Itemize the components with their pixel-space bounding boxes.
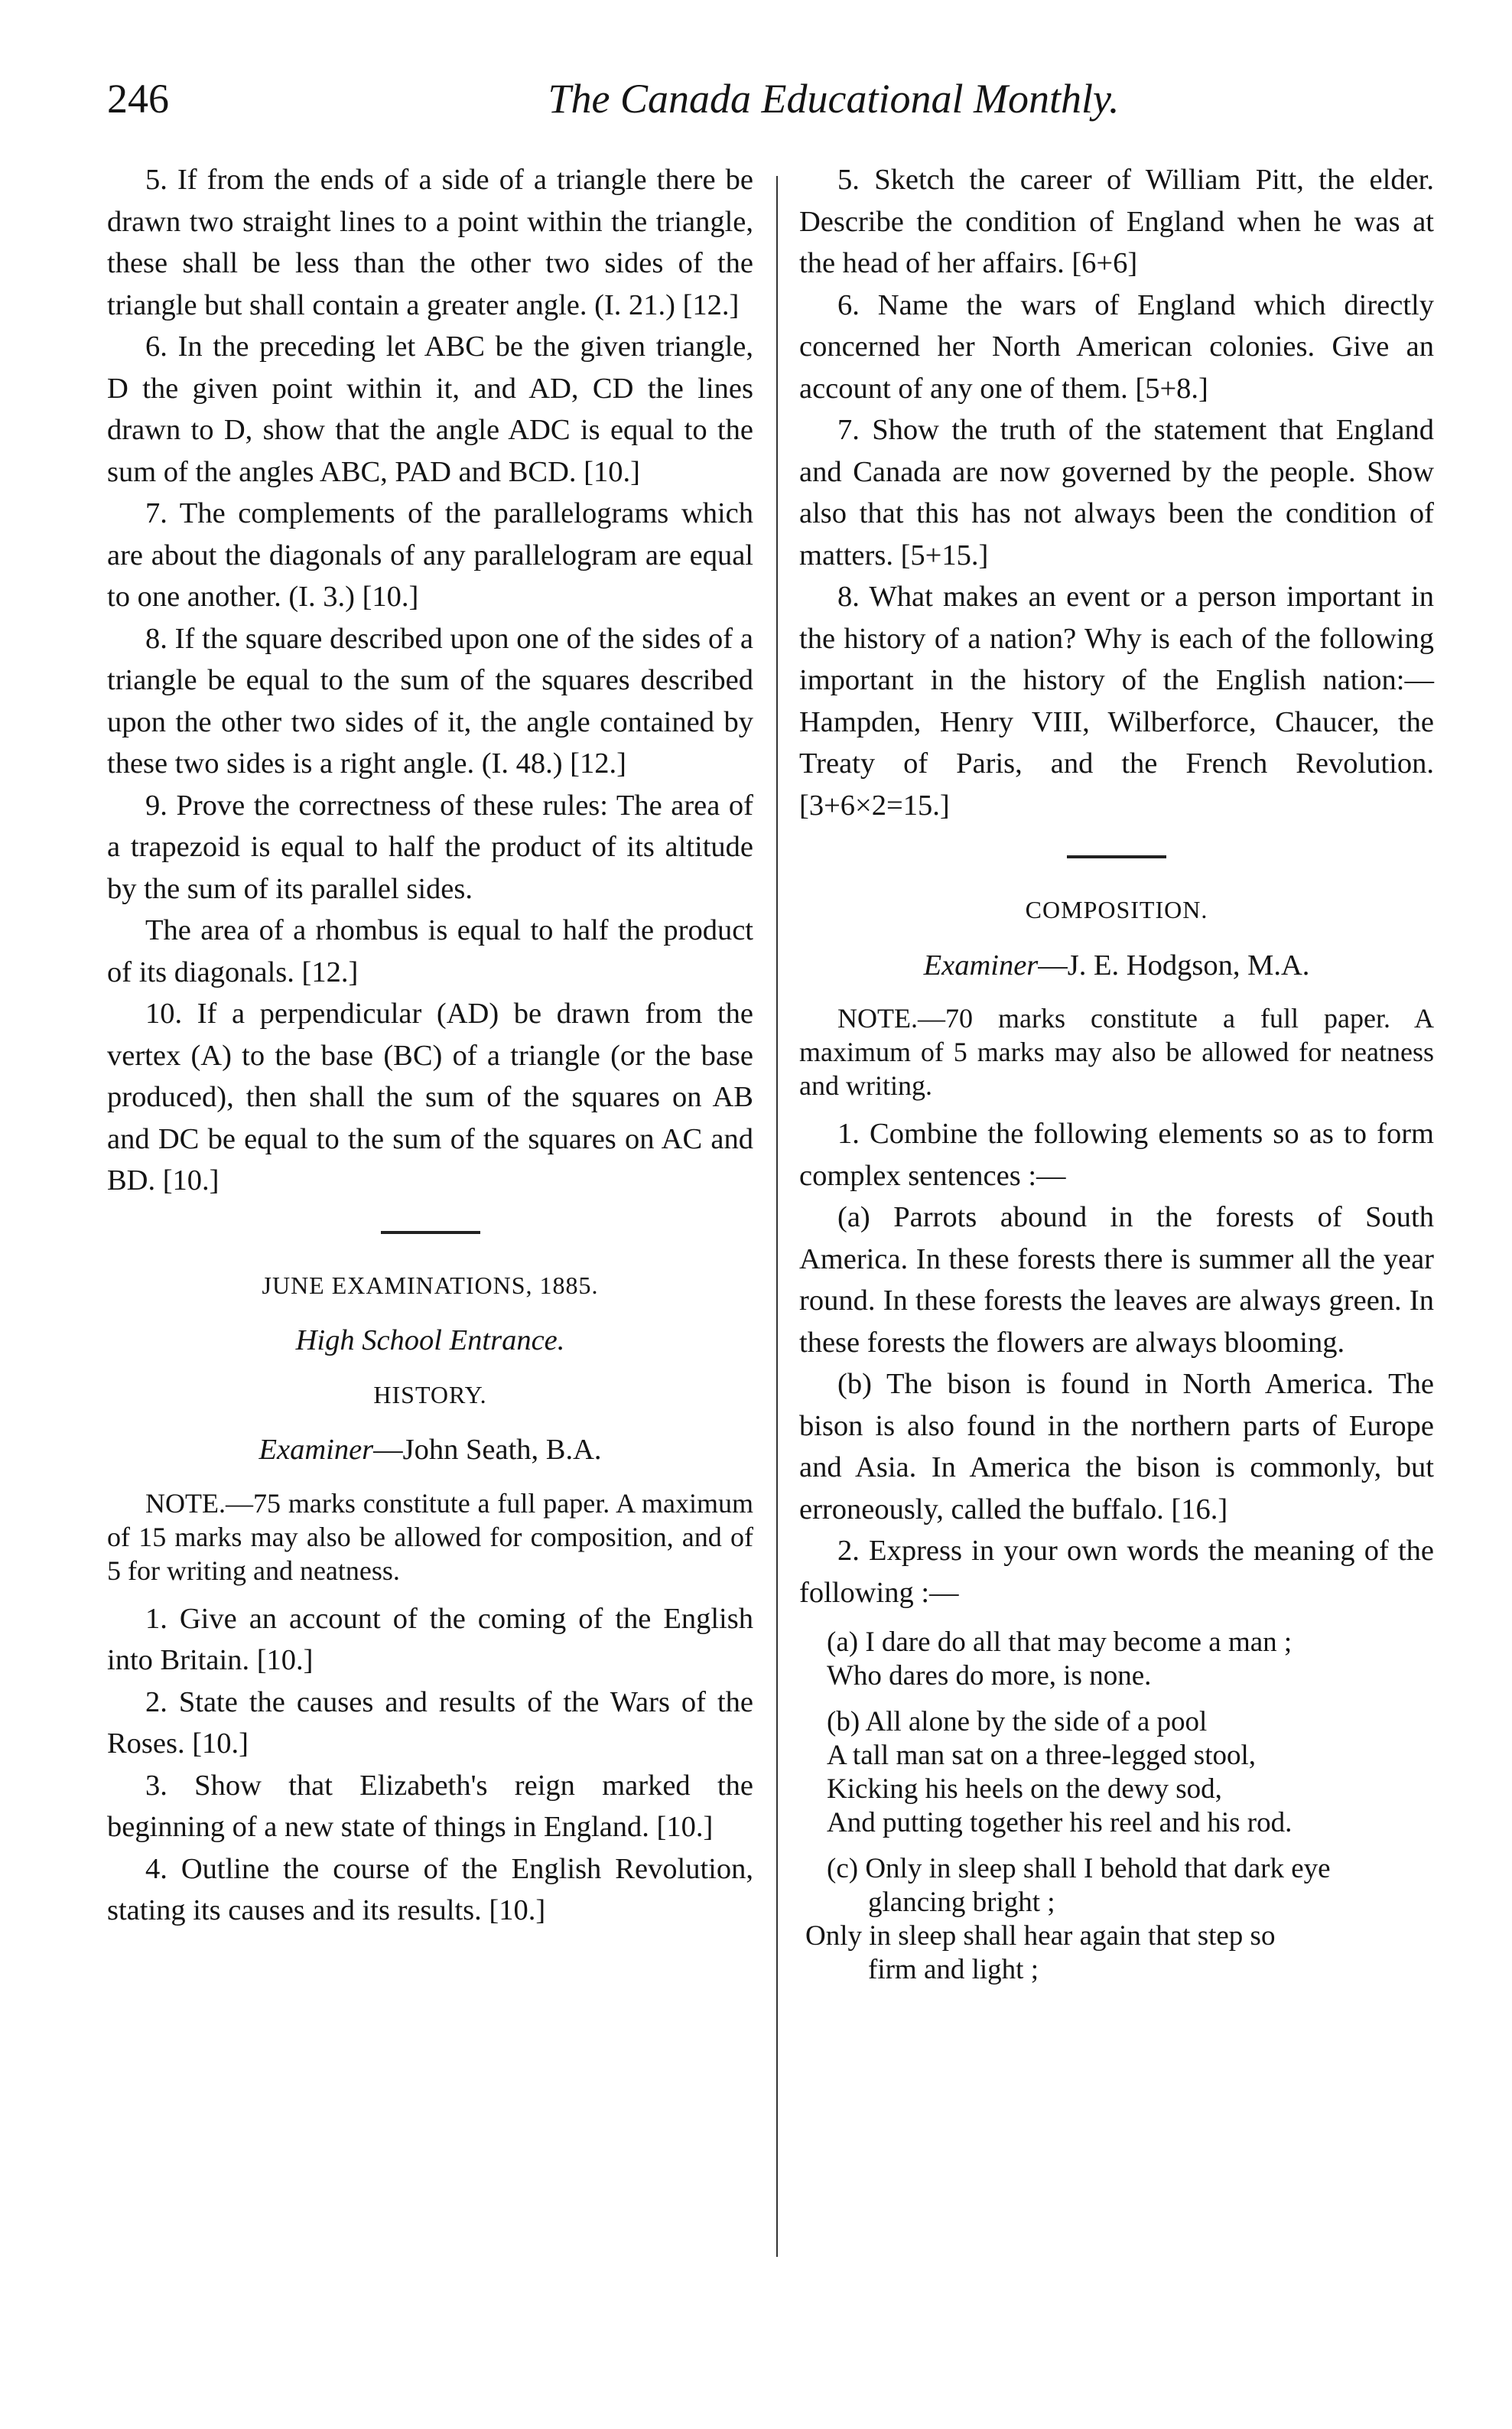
examiner-line [799, 945, 1434, 987]
section-rule [1067, 855, 1166, 858]
verse-line: Who dares do more, is none. [827, 1660, 1152, 1692]
section-heading: JUNE EXAMINATIONS, 1885. [262, 1271, 599, 1299]
history-question: 8. What makes an event or a person important in the history of a nation? Why is each of the following important in the history of the English nation:—Hampden, Henry VIII, Wilberforce, Chaucer, the Treaty of Paris, and the French Revolution. [3+6×2=15.] [799, 581, 1434, 822]
verse-line: (a) I dare do all that may become a man ; [827, 1626, 1293, 1658]
history-question: 5. Sketch the career of William Pitt, the elder. Describe the condition of England when he was at the head of her affairs. [6+6] [799, 164, 1434, 279]
verse-b [799, 1705, 1434, 1840]
subject-heading: HISTORY. [373, 1380, 487, 1408]
verse-c [799, 1852, 1434, 1987]
section-subheading: High School Entrance. [295, 1324, 565, 1356]
question-paragraph: The area of a rhombus is equal to half the product of its diagonals. [12.] [107, 914, 753, 988]
examiner-line [107, 1429, 753, 1471]
column-divider [776, 176, 778, 2257]
composition-question: (a) Parrots abound in the forests of South America. In these forests there is summer all the year round. In these forests the leaves are always green. In these forests the flowers are always blooming. [799, 1201, 1434, 1359]
verse-a [799, 1626, 1434, 1693]
history-question: 2. State the causes and results of the Wars of the Roses. [10.] [107, 1685, 753, 1760]
history-question: 1. Give an account of the coming of the English into Britain. [10.] [107, 1602, 753, 1676]
right-column [799, 159, 1434, 1990]
examiner-name: —J. E. Hodgson, M.A. [1038, 949, 1310, 982]
section-rule [381, 1231, 480, 1234]
running-head [107, 75, 1438, 129]
verse-line: glancing bright ; [868, 1887, 1055, 1918]
composition-question: (b) The bison is found in North America. The bison is also found in the northern parts of Europe and Asia. In America the bison is commonly, but erroneously, called the buffalo. [16.] [799, 1368, 1434, 1525]
question-paragraph: 7. The complements of the parallelograms which are about the diagonals of any parallelogram are equal to one another. (I. 3.) [10.] [107, 497, 753, 613]
verse-line: (c) Only in sleep shall I behold that dark eye [827, 1853, 1331, 1884]
exam-note: NOTE.—75 marks constitute a full paper. A maximum of 15 marks may also be allowed for composition, and of 5 for writing and neatness. [107, 1487, 753, 1586]
examiner-name: —John Seath, B.A. [373, 1434, 602, 1466]
question-paragraph: 10. If a perpendicular (AD) be drawn from the vertex (A) to the base (BC) of a triangle (or the base produced), then shall the sum of the squares on AB and DC be equal to the sum of the squares on AC and BD. [10.] [107, 998, 753, 1197]
verse-line: Only in sleep shall hear again that step so [805, 1920, 1276, 1952]
question-paragraph: 8. If the square described upon one of the sides of a triangle be equal to the sum of the squares described upon the other two sides of it, the angle contained by these two sides is a right angle. (I. 48.) [12.] [107, 622, 753, 780]
verse-line: firm and light ; [868, 1954, 1039, 1985]
examiner-label: Examiner [923, 949, 1039, 982]
page-number: 246 [107, 76, 169, 122]
history-question: 3. Show that Elizabeth's reign marked the beginning of a new state of things in England. [10.] [107, 1769, 753, 1843]
question-paragraph: 5. If from the ends of a side of a triangle there be drawn two straight lines to a point within the triangle, these shall be less than the other two sides of the triangle but shall contain a greater angle. (I. 21.) [12.] [107, 164, 753, 321]
left-column [107, 159, 753, 1932]
verse-line: A tall man sat on a three-legged stool, [827, 1740, 1257, 1771]
history-question: 4. Outline the course of the English Revolution, stating its causes and its results. [10.] [107, 1852, 753, 1926]
history-question: 6. Name the wars of England which directly concerned her North American colonies. Give an account of any one of them. [5+8.] [799, 288, 1434, 405]
question-paragraph: 9. Prove the correctness of these rules: The area of a trapezoid is equal to half the product of its altitude by the sum of its parallel sides. [107, 789, 753, 905]
verse-line: (b) All alone by the side of a pool [827, 1706, 1208, 1737]
exam-note: NOTE.—70 marks constitute a full paper. A maximum of 5 marks may also be allowed for neatness and writing. [799, 1003, 1434, 1101]
composition-question: 2. Express in your own words the meaning of the following :— [799, 1535, 1434, 1609]
subject-heading: COMPOSITION. [1025, 896, 1208, 923]
composition-question: 1. Combine the following elements so as to form complex sentences :— [799, 1118, 1434, 1192]
verse-line: Kicking his heels on the dewy sod, [827, 1773, 1222, 1805]
journal-title: The Canada Educational Monthly. [548, 76, 1120, 122]
question-paragraph: 6. In the preceding let ABC be the given triangle, D the given point within it, and AD, CD the lines drawn to D, show that the angle ADC is equal to the sum of the angles ABC, PAD and BCD. [10.] [107, 330, 753, 488]
verse-line: And putting together his reel and his rod. [827, 1807, 1293, 1838]
history-question: 7. Show the truth of the statement that England and Canada are now governed by the people. Show also that this has not always been the condition of matters. [5+15.] [799, 414, 1434, 571]
examiner-label: Examiner [259, 1434, 374, 1466]
